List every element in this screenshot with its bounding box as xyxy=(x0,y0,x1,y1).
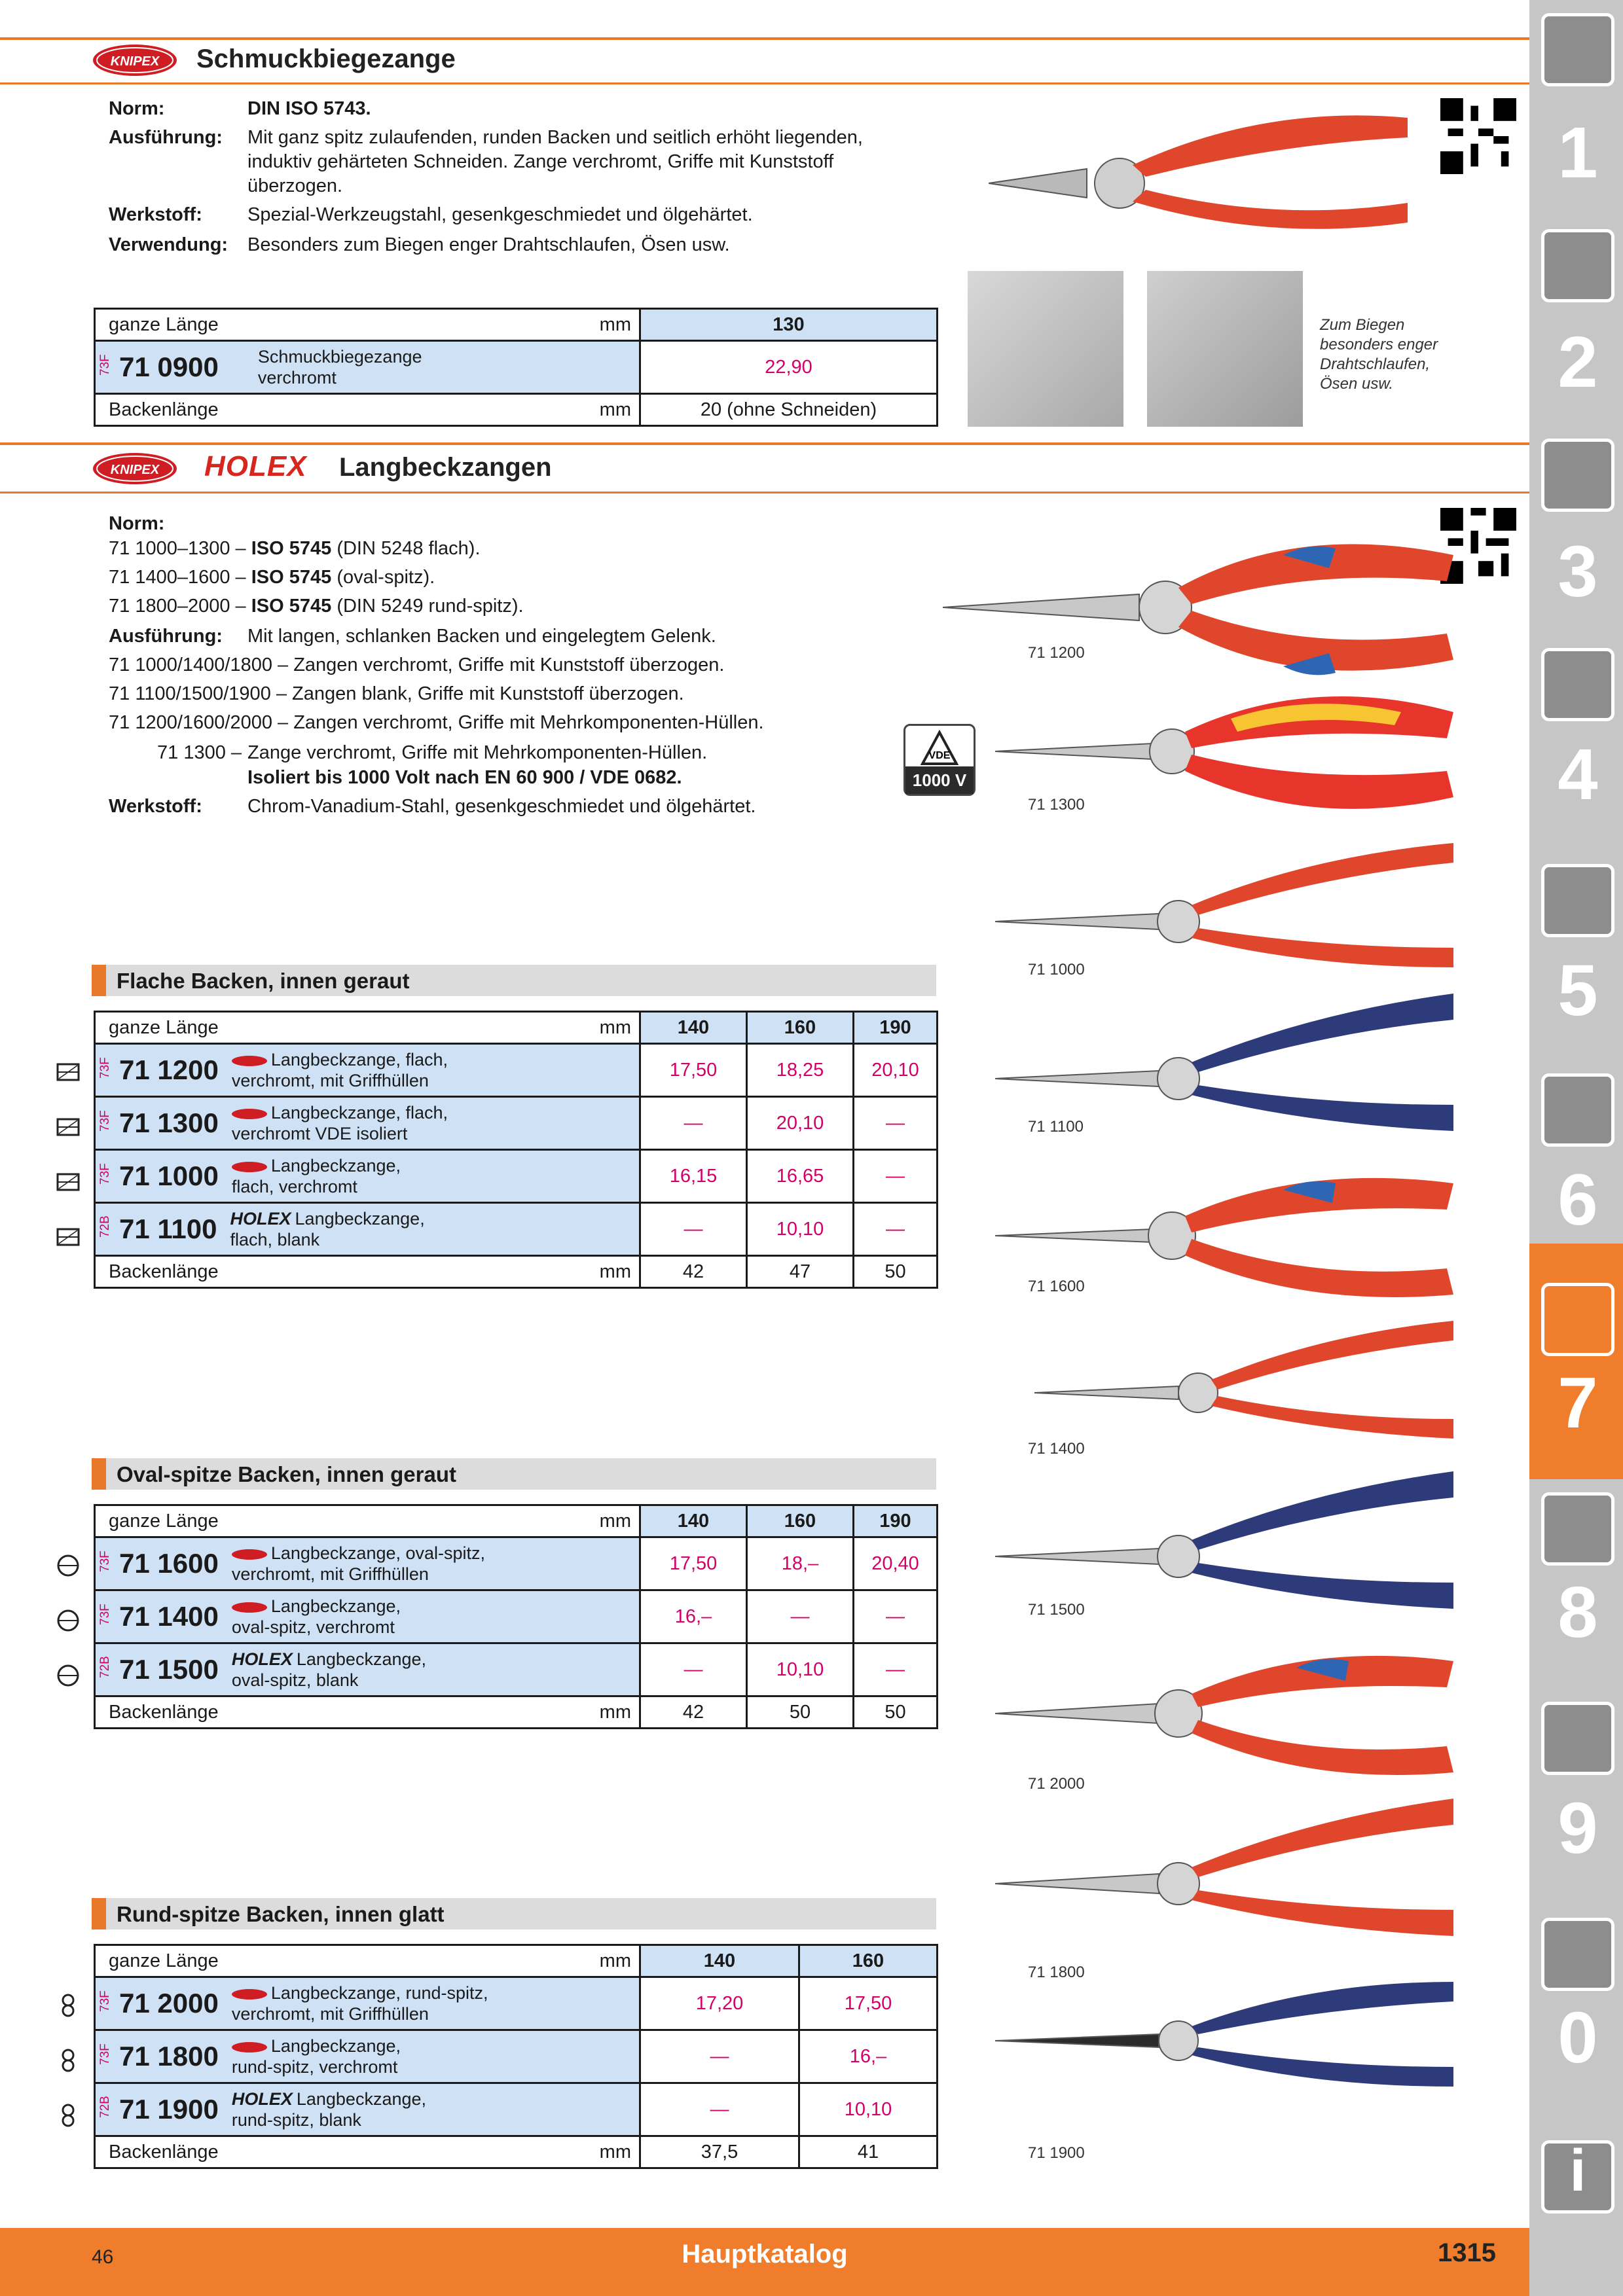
table-row[interactable] xyxy=(95,2083,938,2136)
product-caption: 71 2000 xyxy=(1028,1775,1085,1793)
footer-label: Backenlänge xyxy=(95,1256,253,1288)
norm-row: 71 1000–1300 – ISO 5745 (DIN 5248 flach). xyxy=(109,538,481,559)
article-number: 71 2000 xyxy=(119,1988,219,2018)
svg-text:KNIPEX: KNIPEX xyxy=(110,463,160,477)
plier-images xyxy=(943,529,1519,2204)
article-number: 71 1500 xyxy=(119,1654,219,1685)
section-title: Schmuckbiegezange xyxy=(196,45,456,73)
wrench-icon xyxy=(1541,1073,1614,1147)
subsection-title: Oval-spitze Backen, innen geraut xyxy=(117,1462,456,1486)
article-number: 71 1800 xyxy=(119,2041,219,2072)
size-header: 190 xyxy=(854,1012,938,1044)
vde-voltage: 1000 V xyxy=(905,766,974,794)
table-row[interactable] xyxy=(95,1150,938,1203)
article-description: Langbeckzange, oval-spitz, verchromt, mit Griffhüllen xyxy=(231,1543,486,1584)
top-rule xyxy=(0,37,1529,40)
left-page-number: 46 xyxy=(92,2246,114,2268)
vde-line: Zange verchromt, Griffe mit Mehrkomponenten-Hüllen. xyxy=(247,742,708,763)
footer-sidebar-end xyxy=(1529,2228,1623,2296)
spec-label: Ausführung: xyxy=(109,127,223,148)
product-caption: 71 1200 xyxy=(1028,644,1085,662)
tab-number: 8 xyxy=(1558,1572,1598,1653)
price-cell: — xyxy=(640,1203,747,1256)
jaw-length: 47 xyxy=(747,1256,854,1288)
footer-label: Backenlänge xyxy=(95,2136,253,2168)
jaw-length: 42 xyxy=(640,1696,747,1729)
holex-mini-logo: HOLEX xyxy=(230,1209,291,1229)
product-caption: 71 1300 xyxy=(1028,796,1085,814)
photo-caption: Zum Biegen besonders enger Drahtschlaufen, Ösen usw. xyxy=(1320,316,1438,393)
price-cell: — xyxy=(640,2083,799,2136)
tab-number: 7 xyxy=(1558,1363,1598,1443)
safety-glasses-icon xyxy=(1541,1918,1614,1991)
unit-label: mm xyxy=(253,309,640,341)
sidebar-tab-8[interactable] xyxy=(1535,1486,1621,1682)
article-number: 71 1400 xyxy=(119,1601,219,1632)
header-label: ganze Länge xyxy=(95,1945,253,1977)
price-cell: 16,15 xyxy=(640,1150,747,1203)
article-description: HOLEX Langbeckzange, rund-spitz, blank xyxy=(231,2089,427,2130)
variant-row: 71 1000/1400/1800 – Zangen verchromt, Griffe mit Kunststoff überzogen. xyxy=(109,655,725,675)
oval-jaw-icon xyxy=(56,1664,80,1687)
price-cell: 18,25 xyxy=(747,1044,854,1097)
price-cell: 17,50 xyxy=(640,1044,747,1097)
price-cell: 22,90 xyxy=(640,341,938,394)
price-cell: 16,– xyxy=(799,2030,938,2083)
knipex-mini-logo xyxy=(232,2042,267,2053)
tab-number: 1 xyxy=(1558,113,1598,193)
vde-prefix: 71 1300 – xyxy=(157,742,242,763)
section-title-rule xyxy=(0,492,1529,493)
usage-photo xyxy=(968,271,1123,427)
round-jaw-icon xyxy=(56,1994,80,2017)
product-caption: 71 1000 xyxy=(1028,961,1085,978)
knipex-mini-logo xyxy=(232,1109,267,1119)
sidebar-tab-0[interactable] xyxy=(1535,1905,1621,2101)
table-row[interactable] xyxy=(95,1097,938,1150)
product-table xyxy=(94,1011,938,1289)
right-page-number: 1315 xyxy=(1438,2238,1496,2267)
article-number: 71 1100 xyxy=(119,1213,217,1244)
jaw-length: 41 xyxy=(799,2136,938,2168)
round-jaw-icon xyxy=(56,2104,80,2127)
flat-jaw-icon xyxy=(56,1060,80,1084)
spec-label: Norm: xyxy=(109,98,165,119)
holex-mini-logo: HOLEX xyxy=(231,2089,293,2109)
tab-number: 3 xyxy=(1558,531,1598,612)
spec-value: Spezial-Werkzeugstahl, gesenkgeschmiedet und ölgehärtet. xyxy=(247,204,753,225)
table-row[interactable] xyxy=(95,1537,938,1590)
price-code: 72B xyxy=(98,1215,112,1238)
price-cell: 18,– xyxy=(747,1537,854,1590)
vde-line-bold: Isoliert bis 1000 Volt nach EN 60 900 / VDE 0682. xyxy=(247,767,682,788)
product-caption: 71 1900 xyxy=(1028,2144,1085,2162)
knipex-logo xyxy=(92,42,178,79)
tab-number: 4 xyxy=(1558,734,1598,815)
tab-number: 0 xyxy=(1558,1998,1598,2078)
article-number: 71 0900 xyxy=(119,351,219,382)
header-label: ganze Länge xyxy=(95,1012,253,1044)
cabinet-icon xyxy=(1541,1702,1614,1775)
unit-label: mm xyxy=(253,1012,640,1044)
tab-number: 5 xyxy=(1558,950,1598,1031)
price-cell: — xyxy=(640,2030,799,2083)
holex-mini-logo: HOLEX xyxy=(231,1649,293,1669)
subsection-bar xyxy=(92,1898,936,1929)
price-cell: 17,20 xyxy=(640,1977,799,2030)
svg-text:KNIPEX: KNIPEX xyxy=(110,54,160,69)
variant-row: 71 1200/1600/2000 – Zangen verchromt, Griffe mit Mehrkomponenten-Hüllen. xyxy=(109,712,764,733)
price-code: 73F xyxy=(98,1604,112,1625)
product-table xyxy=(94,308,938,427)
table-row[interactable] xyxy=(95,1977,938,2030)
spec-value: Mit ganz spitz zulaufenden, runden Backen und seitlich erhöht liegenden, induktiv gehärteten Schneiden. Zange verchromt, Griffe mit Kunststoff überzogen. xyxy=(247,127,863,196)
catalog-title: Hauptkatalog xyxy=(682,2240,848,2269)
price-cell: — xyxy=(854,1590,938,1643)
price-cell: 20,10 xyxy=(747,1097,854,1150)
jaw-length: 42 xyxy=(640,1256,747,1288)
price-cell: 10,10 xyxy=(747,1203,854,1256)
price-cell: 10,10 xyxy=(747,1643,854,1696)
werkstoff-value: Chrom-Vanadium-Stahl, gesenkgeschmiedet und ölgehärtet. xyxy=(247,796,756,817)
drill-icon xyxy=(1541,13,1614,86)
oval-jaw-icon xyxy=(56,1609,80,1632)
price-code: 73F xyxy=(98,1057,112,1079)
subsection-title: Flache Backen, innen geraut xyxy=(117,969,410,993)
price-cell: — xyxy=(854,1150,938,1203)
knipex-logo xyxy=(92,450,178,487)
article-number: 71 1300 xyxy=(119,1107,219,1138)
header-label: ganze Länge xyxy=(95,309,253,341)
footer-label: Backenlänge xyxy=(95,394,253,426)
knipex-mini-logo xyxy=(232,1602,267,1613)
price-code: 72B xyxy=(98,1656,112,1678)
flat-jaw-icon xyxy=(56,1170,80,1194)
table-row[interactable] xyxy=(95,1590,938,1643)
price-cell: 16,65 xyxy=(747,1150,854,1203)
norm-label: Norm: xyxy=(109,513,165,534)
knipex-mini-logo xyxy=(232,1056,267,1066)
table-row[interactable] xyxy=(95,341,640,394)
spec-label: Verwendung: xyxy=(109,234,228,255)
sidebar-tab-info[interactable] xyxy=(1535,2134,1621,2219)
sidebar-tab-1[interactable] xyxy=(1535,7,1621,203)
size-header: 160 xyxy=(799,1945,938,1977)
pliers-hammer-icon xyxy=(1541,1283,1614,1356)
sidebar-tab-6[interactable] xyxy=(1535,1067,1621,1263)
price-code: 73F xyxy=(98,354,112,376)
unit-label: mm xyxy=(253,1256,640,1288)
jaw-length: 50 xyxy=(747,1696,854,1729)
tap-icon xyxy=(1541,439,1614,512)
spec-value: DIN ISO 5743. xyxy=(247,98,371,119)
unit-label: mm xyxy=(253,2136,640,2168)
qr-code-icon xyxy=(1440,98,1516,174)
section-title: Langbeckzangen xyxy=(339,453,552,482)
sidebar-tab-9[interactable] xyxy=(1535,1695,1621,1892)
price-cell: — xyxy=(854,1203,938,1256)
price-cell: — xyxy=(747,1590,854,1643)
price-cell: 16,– xyxy=(640,1590,747,1643)
table-row[interactable] xyxy=(95,2030,938,2083)
article-description: Langbeckzange, flach, verchromt, mit Griffhüllen xyxy=(231,1050,448,1090)
table-row[interactable] xyxy=(95,1044,938,1097)
product-caption: 71 1600 xyxy=(1028,1278,1085,1295)
product-caption: 71 1800 xyxy=(1028,1964,1085,1981)
size-header: 130 xyxy=(640,309,938,341)
price-cell: — xyxy=(640,1643,747,1696)
grinding-disc-icon xyxy=(1541,864,1614,937)
price-cell: — xyxy=(854,1097,938,1150)
article-description: Langbeckzange, oval-spitz, verchromt xyxy=(231,1596,401,1637)
sidebar-tab-4[interactable] xyxy=(1535,648,1621,844)
article-description: Langbeckzange, flach, verchromt xyxy=(231,1156,401,1196)
sidebar-tab-5[interactable] xyxy=(1535,857,1621,1054)
article-description: HOLEX Langbeckzange, flach, blank xyxy=(230,1209,425,1249)
toolbox-icon xyxy=(1541,1492,1614,1566)
jaw-length: 20 (ohne Schneiden) xyxy=(640,394,938,426)
price-code: 73F xyxy=(98,1110,112,1132)
subsection-title: Rund-spitze Backen, innen glatt xyxy=(117,1902,445,1926)
price-code: 73F xyxy=(98,1990,112,2012)
size-header: 140 xyxy=(640,1012,747,1044)
norm-row: 71 1400–1600 – ISO 5745 (oval-spitz). xyxy=(109,567,435,588)
price-code: 73F xyxy=(98,1163,112,1185)
knipex-mini-logo xyxy=(232,1162,267,1172)
size-header: 160 xyxy=(747,1012,854,1044)
size-header: 160 xyxy=(747,1505,854,1537)
unit-label: mm xyxy=(253,394,640,426)
jaw-length: 50 xyxy=(854,1256,938,1288)
tab-number: 9 xyxy=(1558,1788,1598,1869)
article-number: 71 1000 xyxy=(119,1160,219,1191)
section-rule xyxy=(0,442,1529,445)
spec-value: Besonders zum Biegen enger Drahtschlaufen, Ösen usw. xyxy=(247,234,730,255)
price-cell: 20,10 xyxy=(854,1044,938,1097)
holex-logo: HOLEX xyxy=(204,450,307,482)
insert-icon xyxy=(1541,229,1614,302)
jaw-length: 50 xyxy=(854,1696,938,1729)
article-description: HOLEX Langbeckzange, oval-spitz, blank xyxy=(231,1649,427,1690)
unit-label: mm xyxy=(253,1505,640,1537)
product-caption: 71 1500 xyxy=(1028,1601,1085,1619)
price-cell: 20,40 xyxy=(854,1537,938,1590)
article-number: 71 1600 xyxy=(119,1548,219,1579)
footer-label: Backenlänge xyxy=(95,1696,253,1729)
price-cell: — xyxy=(854,1643,938,1696)
product-table xyxy=(94,1944,938,2169)
article-description: Langbeckzange, rund-spitz, verchromt, mit Griffhüllen xyxy=(231,1983,488,2024)
ausfuehrung-label: Ausführung: xyxy=(109,626,223,647)
article-description: Schmuckbiegezange verchromt xyxy=(257,347,422,387)
jaw-length: 37,5 xyxy=(640,2136,799,2168)
knipex-mini-logo xyxy=(232,1989,267,2000)
product-table xyxy=(94,1504,938,1729)
plier-image xyxy=(989,92,1434,242)
size-header: 140 xyxy=(640,1505,747,1537)
article-description: Langbeckzange, rund-spitz, verchromt xyxy=(231,2036,401,2077)
sidebar-tab-2[interactable] xyxy=(1535,216,1621,412)
sidebar-tab-7[interactable] xyxy=(1535,1276,1621,1473)
unit-label: mm xyxy=(253,1945,640,1977)
table-row[interactable] xyxy=(95,1203,938,1256)
price-cell: 17,50 xyxy=(799,1977,938,2030)
price-code: 72B xyxy=(98,2096,112,2118)
werkstoff-label: Werkstoff: xyxy=(109,796,202,817)
price-code: 73F xyxy=(98,1551,112,1572)
price-cell: — xyxy=(640,1097,747,1150)
spec-label: Werkstoff: xyxy=(109,204,202,225)
flat-jaw-icon xyxy=(56,1115,80,1139)
product-caption: 71 1400 xyxy=(1028,1440,1085,1458)
product-caption: 71 1100 xyxy=(1028,1118,1084,1136)
table-row[interactable] xyxy=(95,1643,938,1696)
knipex-mini-logo xyxy=(232,1549,267,1560)
subsection-bar xyxy=(92,1458,936,1490)
norm-row: 71 1800–2000 – ISO 5745 (DIN 5249 rund-spitz). xyxy=(109,596,524,617)
variant-row: 71 1100/1500/1900 – Zangen blank, Griffe mit Kunststoff überzogen. xyxy=(109,683,684,704)
round-jaw-icon xyxy=(56,2049,80,2072)
oval-jaw-icon xyxy=(56,1554,80,1577)
flat-jaw-icon xyxy=(56,1225,80,1249)
caliper-icon xyxy=(1541,648,1614,721)
size-header: 140 xyxy=(640,1945,799,1977)
section-title-rule xyxy=(0,82,1529,84)
price-cell: 10,10 xyxy=(799,2083,938,2136)
size-header: 190 xyxy=(854,1505,938,1537)
price-code: 73F xyxy=(98,2043,112,2065)
subsection-bar xyxy=(92,965,936,996)
usage-photo xyxy=(1147,271,1303,427)
article-number: 71 1200 xyxy=(119,1054,219,1085)
unit-label: mm xyxy=(253,1696,640,1729)
article-description: Langbeckzange, flach, verchromt VDE isoliert xyxy=(231,1103,448,1143)
tab-number: 2 xyxy=(1558,322,1598,403)
article-number: 71 1900 xyxy=(119,2094,219,2125)
ausfuehrung-value: Mit langen, schlanken Backen und eingelegtem Gelenk. xyxy=(247,626,716,647)
price-cell: 17,50 xyxy=(640,1537,747,1590)
tab-number: i xyxy=(1569,2138,1586,2204)
tab-number: 6 xyxy=(1558,1160,1598,1240)
sidebar-tab-3[interactable] xyxy=(1535,425,1621,622)
svg-text:VDE: VDE xyxy=(928,750,951,761)
header-label: ganze Länge xyxy=(95,1505,253,1537)
